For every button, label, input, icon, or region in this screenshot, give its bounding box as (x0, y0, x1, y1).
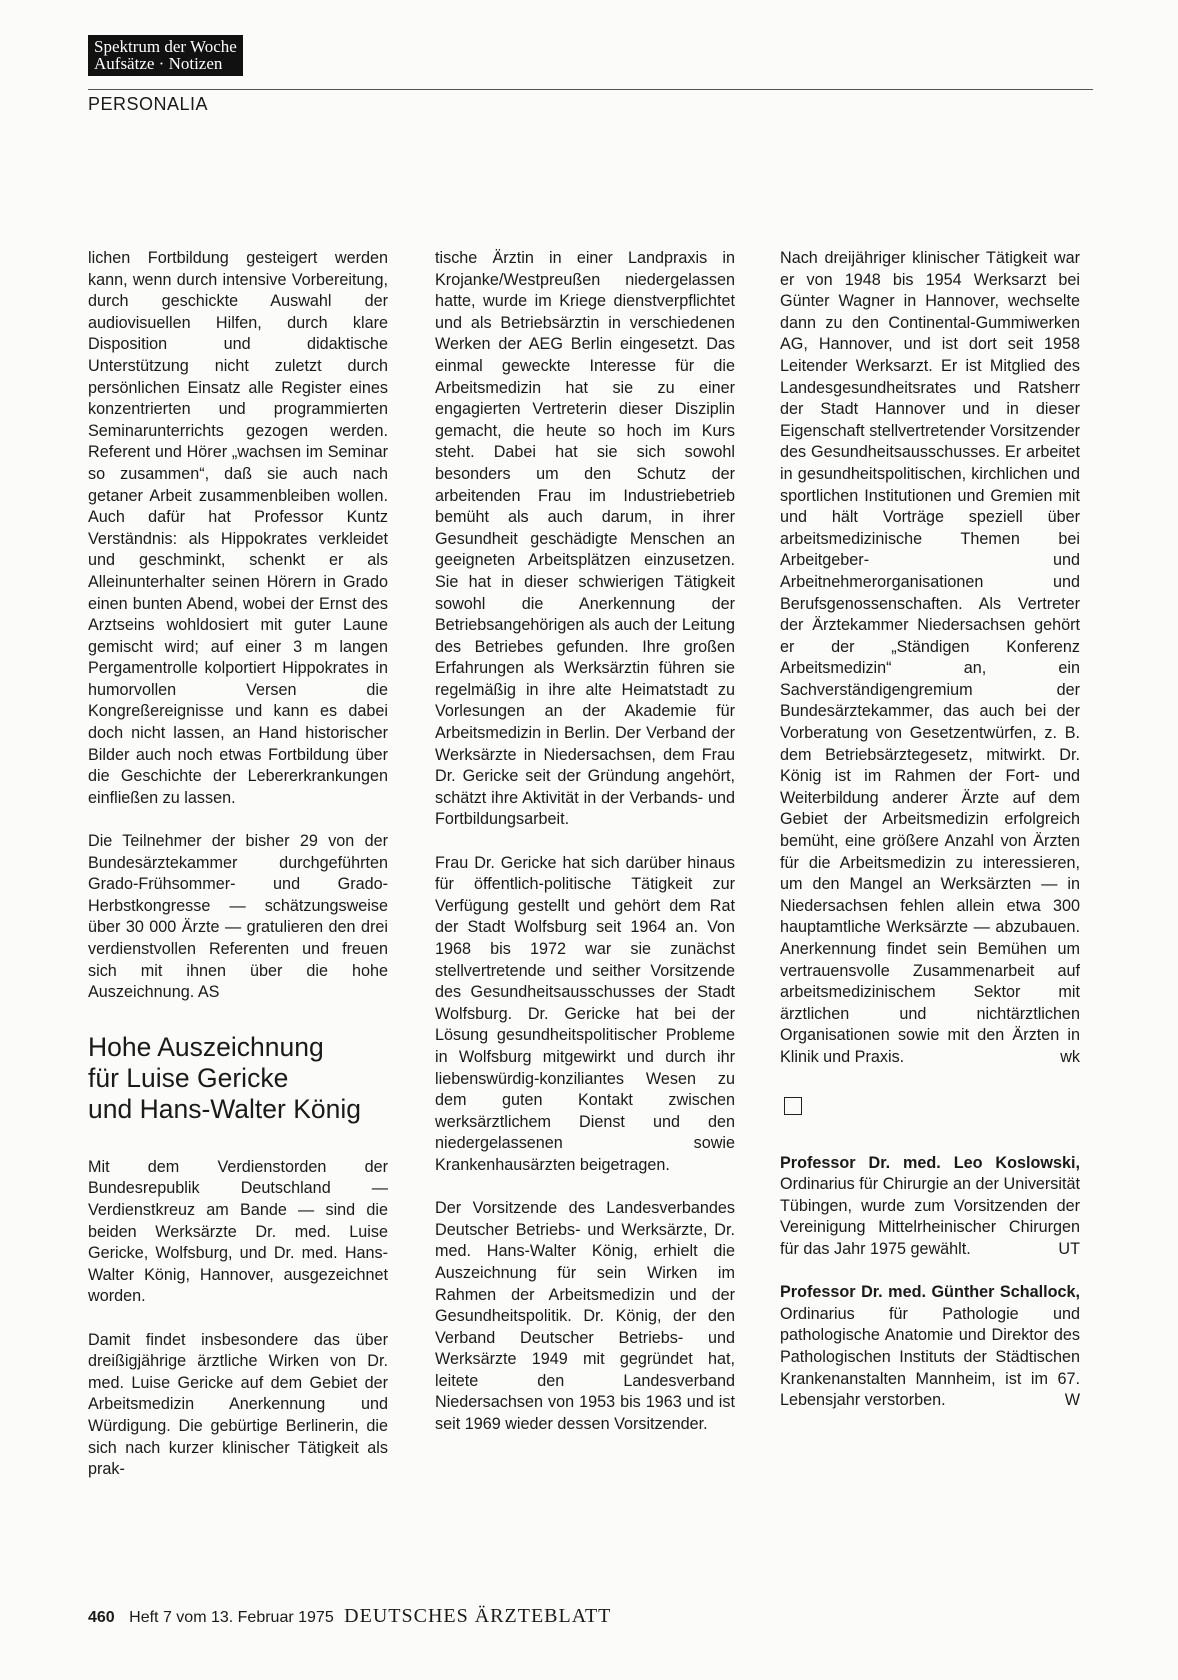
section-label (88, 35, 243, 76)
page-number: 460 (88, 1609, 115, 1626)
col1-paragraph-4: Damit findet insbesondere das über dreißigjährige ärztliche Wirken von Dr. med. Luise Gericke auf dem Gebiet der Arbeitsmedizin Anerkennung und Würdigung. Die gebürtige Berlinerin, die sich nach kurzer klinischer Tätigkeit als prak- (88, 1330, 388, 1479)
section-label-line-2: Aufsätze · Notizen (94, 54, 223, 73)
col3-paragraph-1-sign: wk (1060, 1047, 1080, 1066)
col1-paragraph-1: lichen Fortbildung gesteigert werden kann, wenn durch intensive Vorbereitung, durch geschickte Auswahl der audiovisuellen Hilfen, durch klare Disposition und didaktische Unterstützung nicht zuletzt durch persönlichen Einsatz alle Register eines konzentrierten und programmierten Seminarunterrichts gezogen werden. Referent und Hörer „wachsen im Seminar so zusammen“, daß sie auch nach getaner Arbeit zusammenbleiben wollen. Auch dafür hat Professor Kuntz Verständnis: als Hippokrates verkleidet und geschminkt, schenkt er als Alleinunterhalter seinen Hörern in Grado einen bunten Abend, wobei der Ernst des Arztseins wohldosiert mit guter Laune gemischt wird; auf einer 3 m langen Pergamentrolle kolportiert Hippokrates in humorvollen Versen die Kongreßereignisse und kann es dabei doch nicht lassen, an Hand historischer Bilder auch noch etwas Fortbildung über die Geschichte der Lebererkrankungen einfließen zu lassen. (88, 249, 388, 807)
schallock-text: Ordinarius für Pathologie und pathologische Anatomie und Direktor des Pathologischen Instituts der Städtischen Krankenanstalten Mannheim, ist im 67. Lebensjahr verstorben. (780, 1304, 1080, 1410)
koslowski-sign: UT (1058, 1239, 1080, 1258)
headline-line-3: und Hans-Walter König (88, 1093, 361, 1124)
end-mark-square (784, 1097, 802, 1115)
headline-line-1: Hohe Auszeichnung (88, 1031, 324, 1062)
col3-paragraph-1-text: Nach dreijähriger klinischer Tätigkeit war er von 1948 bis 1954 Werksarzt bei Günter Wagner in Hannover, wechselte dann zu den Continental-Gummiwerken AG, Hannover, und ist dort seit 1958 Leitender Werksarzt. Er ist Mitglied des Landesgesundheitsrates und Ratsherr der Stadt Hannover und in dieser Eigenschaft stellvertretender Vorsitzender des Gesundheitsausschusses. Er arbeitet in gesundheitspolitischen, kirchlichen und sportlichen Institutionen und Gremien mit und hält Vorträge speziell über arbeitsmedizinische Themen bei Arbeitgeber- und Arbeitnehmerorganisationen und Berufsgenossenschaften. Als Vertreter der Ärztekammer Niedersachsen gehört er der „Ständigen Konferenz Arbeitsmedizin“ an, ein Sachverständigengremium der Bundesärztekammer, das auch bei der Vorberatung von Gesetzentwürfen, z. B. dem Betriebsärztegesetz, mitwirkt. Dr. König ist im Rahmen der Fort- und Weiterbildung anderer Ärzte auf dem Gebiet der Arbeitsmedizin erfolgreich bemüht, eine größere Anzahl von Ärzten für die Arbeitsmedizin zu interessieren, um den Mangel an Werksärzten — in Niedersachsen fehlen allein etwa 300 hauptamtliche Werksärzte — abzubauen. Anerkennung findet sein Bemühen um vertrauensvolle Zusammenarbeit auf arbeitsmedizinischem Sektor mit ärztlichen und nichtärztlichen Organisationen sowie mit den Ärzten in Klinik und Praxis. (780, 249, 1080, 1066)
koslowski-name: Professor Dr. med. Leo Koslowski, (780, 1153, 1080, 1172)
col2-paragraph-3: Der Vorsitzende des Landesverbandes Deutscher Betriebs- und Werksärzte, Dr. med. Hans-Walter König, erhielt die Auszeichnung für sein Wirken im Rahmen der Arbeitsmedizin und der Gesundheitspolitik. Dr. König, der den Verband Deutscher Betriebs- und Werksärzte 1949 mit gegründet hat, leitete den Landesverband Niedersachsen von 1953 bis 1963 und ist seit 1969 wieder dessen Vorsitzender. (435, 1199, 735, 1434)
col1-paragraph-2-text: Die Teilnehmer der bisher 29 von der Bundesärztekammer durchgeführten Grado-Frühsommer- und Grado-Herbstkongresse — schätzungsweise über 30 000 Ärzte — gratulieren den drei verdienstvollen Referenten und freuen sich mit ihnen über die hohe Auszeichnung. (88, 832, 388, 1002)
journal-name: DEUTSCHES ÄRZTEBLATT (344, 1605, 612, 1627)
koslowski-notice (780, 1153, 1080, 1261)
column-1 (88, 248, 388, 1502)
column-3 (780, 248, 1080, 1433)
col1-paragraph-3: Mit dem Verdienstorden der Bundesrepublik Deutschland — Verdienstkreuz am Bande — sind die beiden Werksärzte Dr. med. Luise Gericke, Wolfsburg, und Dr. med. Hans-Walter König, Hannover, ausgezeichnet worden. (88, 1157, 388, 1306)
header-rule (88, 89, 1093, 90)
issue-info: Heft 7 vom 13. Februar 1975 (129, 1609, 334, 1626)
article-headline (88, 1032, 388, 1125)
col2-paragraph-2: Frau Dr. Gericke hat sich darüber hinaus für öffentlich-politische Tätigkeit zur Verfügung gestellt und gehört dem Rat der Stadt Wolfsburg seit 1964 an. Von 1968 bis 1972 war sie zunächst stellvertretende und seither Vorsitzende des Gesundheitsausschusses der Stadt Wolfsburg. Dr. Gericke hat bei der Lösung gesundheitspolitischer Probleme in Wolfsburg mitgewirkt und durch ihr liebenswürdig-konziliantes Wesen zu dem guten Kontakt zwischen werksärztlichem Dienst und den niedergelassenen sowie Krankenhausärzten beigetragen. (435, 853, 735, 1174)
headline-line-2: für Luise Gericke (88, 1062, 289, 1093)
schallock-name: Professor Dr. med. Günther Schallock, (780, 1283, 1080, 1302)
page-footer (88, 1605, 611, 1628)
section-label-line-1: Spektrum der Woche (94, 37, 237, 56)
col1-paragraph-2-sign: AS (197, 983, 220, 1002)
col3-paragraph-1 (780, 248, 1080, 1069)
schallock-sign: W (1064, 1391, 1080, 1410)
rubric: PERSONALIA (88, 94, 209, 114)
col1-paragraph-2 (88, 831, 388, 1004)
schallock-notice (780, 1282, 1080, 1412)
koslowski-text: Ordinarius für Chirurgie an der Universität Tübingen, wurde zum Vorsitzenden der Vereinigung Mittelrheinischer Chirurgen für das Jahr 1975 gewählt. (780, 1175, 1080, 1258)
col2-paragraph-1: tische Ärztin in einer Landpraxis in Krojanke/Westpreußen niedergelassen hatte, wurde im Kriege dienstverpflichtet und als Betriebsärztin in verschiedenen Werken der AEG Berlin eingesetzt. Das einmal geweckte Interesse für die Arbeitsmedizin hat sie zu einer engagierten Vertreterin dieser Disziplin gemacht, die heute so hoch im Kurs steht. Dabei hat sie sich sowohl besonders um den Schutz der arbeitenden Frau im Industriebetrieb bemüht als auch darum, in ihrer Gesundheit geschädigte Menschen an geeigneten Arbeitsplätzen einzusetzen. Sie hat in dieser schwierigen Tätigkeit sowohl die Anerkennung der Betriebsangehörigen als auch der Leitung des Betriebes gefunden. Ihre großen Erfahrungen als Werksärztin führen sie regelmäßig in ihre alte Heimatstadt zu Vorlesungen an der Akademie für Arbeitsmedizin in Berlin. Der Verband der Werksärzte in Niedersachsen, dem Frau Dr. Gericke seit der Gründung angehört, schätzt ihre Aktivität in der Verbands- und Fortbildungsarbeit. (435, 249, 735, 829)
column-2 (435, 248, 735, 1457)
